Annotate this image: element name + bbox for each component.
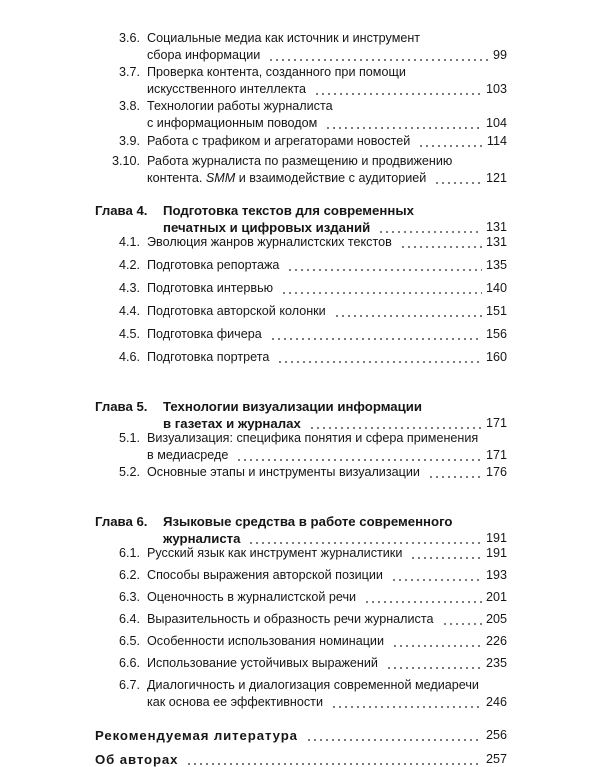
leader-dots bbox=[400, 246, 482, 248]
entry-title-line: Способы выражения авторской позиции bbox=[147, 568, 383, 582]
section-number: 6.3. bbox=[118, 590, 140, 604]
entry-title-line: Языковые средства в работе современного bbox=[163, 514, 453, 529]
entry-title-line: как основа ее эффективности bbox=[147, 695, 323, 709]
page-number: 131 bbox=[485, 235, 507, 249]
entry-title-line: Диалогичность и диалогизация современной медиаречи bbox=[147, 678, 479, 692]
chapter-number: Глава 5. bbox=[95, 399, 148, 414]
page-number: 176 bbox=[485, 465, 507, 479]
section-number: 4.3. bbox=[118, 281, 140, 295]
page-number: 131 bbox=[485, 220, 507, 234]
leader-dots bbox=[268, 59, 489, 61]
entry-title-line: Эволюция жанров журналистских текстов bbox=[147, 235, 392, 249]
entry-title-line: искусственного интеллекта bbox=[147, 82, 306, 96]
page-number: 246 bbox=[485, 695, 507, 709]
page-number: 135 bbox=[485, 258, 507, 272]
entry-title-line: Подготовка репортажа bbox=[147, 258, 280, 272]
entry-title-line: Подготовка фичера bbox=[147, 327, 262, 341]
entry-title-line: журналиста bbox=[163, 531, 241, 546]
section-number: 6.5. bbox=[118, 634, 140, 648]
entry-title-line: печатных и цифровых изданий bbox=[163, 220, 371, 235]
page-number: 235 bbox=[485, 656, 507, 670]
leader-dots bbox=[314, 93, 482, 95]
section-number: 6.4. bbox=[118, 612, 140, 626]
leader-dots bbox=[392, 645, 482, 647]
leader-dots bbox=[386, 667, 482, 669]
section-number: 3.8. bbox=[118, 99, 140, 113]
entry-title-line: Работа с трафиком и агрегаторами новостей bbox=[147, 134, 411, 148]
page-number: 160 bbox=[485, 350, 507, 364]
entry-title-line: Работа журналиста по размещению и продвижению bbox=[147, 154, 453, 168]
entry-title-line: Подготовка текстов для современных bbox=[163, 203, 414, 218]
page-number: 191 bbox=[485, 546, 507, 560]
entry-title-line: Особенности использования номинации bbox=[147, 634, 385, 648]
entry-title-line: сбора информации bbox=[147, 48, 261, 62]
page-number: 99 bbox=[492, 48, 507, 62]
leader-dots bbox=[364, 601, 482, 603]
section-number: 6.7. bbox=[118, 678, 140, 692]
leader-dots bbox=[281, 292, 482, 294]
section-number: 3.6. bbox=[118, 31, 140, 45]
entry-title-line: с информационным поводом bbox=[147, 116, 318, 130]
leader-dots bbox=[186, 763, 482, 765]
leader-dots bbox=[277, 361, 482, 363]
leader-dots bbox=[287, 269, 482, 271]
page-number: 193 bbox=[485, 568, 507, 582]
leader-dots bbox=[418, 145, 483, 147]
entry-title-line: Рекомендуемая литература bbox=[95, 728, 298, 743]
leader-dots bbox=[248, 542, 482, 544]
leader-dots bbox=[442, 623, 482, 625]
page-number: 114 bbox=[486, 134, 507, 148]
section-number: 4.1. bbox=[118, 235, 140, 249]
entry-title-line: Проверка контента, созданного при помощи bbox=[147, 65, 406, 79]
entry-title-line: Подготовка авторской колонки bbox=[147, 304, 326, 318]
entry-title-line: Социальные медиа как источник и инструмент bbox=[147, 31, 421, 45]
entry-title-line: Русский язык как инструмент журналистики bbox=[147, 546, 403, 560]
section-number: 6.6. bbox=[118, 656, 140, 670]
section-number: 5.2. bbox=[118, 465, 140, 479]
leader-dots bbox=[270, 338, 482, 340]
section-number: 3.7. bbox=[118, 65, 140, 79]
section-number: 4.5. bbox=[118, 327, 140, 341]
leader-dots bbox=[306, 739, 482, 741]
page-number: 103 bbox=[485, 82, 507, 96]
leader-dots bbox=[410, 557, 482, 559]
entry-title-line: Выразительность и образность речи журналиста bbox=[147, 612, 434, 626]
leader-dots bbox=[428, 476, 482, 478]
entry-title-line: Основные этапы и инструменты визуализации bbox=[147, 465, 420, 479]
entry-title-line: Об авторах bbox=[95, 752, 179, 767]
page-number: 171 bbox=[485, 448, 507, 462]
entry-title-line: в газетах и журналах bbox=[163, 416, 301, 431]
entry-title-line: Подготовка интервью bbox=[147, 281, 274, 295]
section-number: 4.6. bbox=[118, 350, 140, 364]
entry-title-line: Использование устойчивых выражений bbox=[147, 656, 378, 670]
leader-dots bbox=[334, 315, 482, 317]
section-number: 6.2. bbox=[118, 568, 140, 582]
page-number: 156 bbox=[485, 327, 507, 341]
page-number: 104 bbox=[485, 116, 507, 130]
leader-dots bbox=[331, 706, 482, 708]
entry-title-line: Технологии визуализации информации bbox=[163, 399, 422, 414]
page-number: 121 bbox=[485, 171, 507, 185]
page-number: 140 bbox=[485, 281, 507, 295]
page-number: 201 bbox=[485, 590, 507, 604]
page-number: 191 bbox=[485, 531, 507, 545]
section-number: 3.9. bbox=[118, 134, 140, 148]
page-number: 205 bbox=[485, 612, 507, 626]
page-number: 257 bbox=[485, 752, 507, 766]
entry-title-line: Оценочность в журналистской речи bbox=[147, 590, 357, 604]
entry-title-line: Визуализация: специфика понятия и сфера применения bbox=[147, 431, 479, 445]
section-number: 4.2. bbox=[118, 258, 140, 272]
entry-title-line: в медиасреде bbox=[147, 448, 229, 462]
leader-dots bbox=[434, 182, 482, 184]
leader-dots bbox=[391, 579, 482, 581]
entry-title-line: Технологии работы журналиста bbox=[147, 99, 333, 113]
page-number: 226 bbox=[485, 634, 507, 648]
page-number: 151 bbox=[485, 304, 507, 318]
leader-dots bbox=[378, 231, 482, 233]
section-number: 6.1. bbox=[118, 546, 140, 560]
page-number: 256 bbox=[485, 728, 507, 742]
entry-title-line: Подготовка портрета bbox=[147, 350, 270, 364]
leader-dots bbox=[325, 127, 482, 129]
leader-dots bbox=[309, 427, 482, 429]
chapter-number: Глава 4. bbox=[95, 203, 148, 218]
section-number: 4.4. bbox=[118, 304, 140, 318]
chapter-number: Глава 6. bbox=[95, 514, 148, 529]
page-number: 171 bbox=[485, 416, 507, 430]
entry-title-line: контента. SMM и взаимодействие с аудиторией bbox=[147, 171, 427, 185]
section-number: 5.1. bbox=[118, 431, 140, 445]
section-number: 3.10. bbox=[111, 154, 140, 168]
leader-dots bbox=[236, 459, 482, 461]
